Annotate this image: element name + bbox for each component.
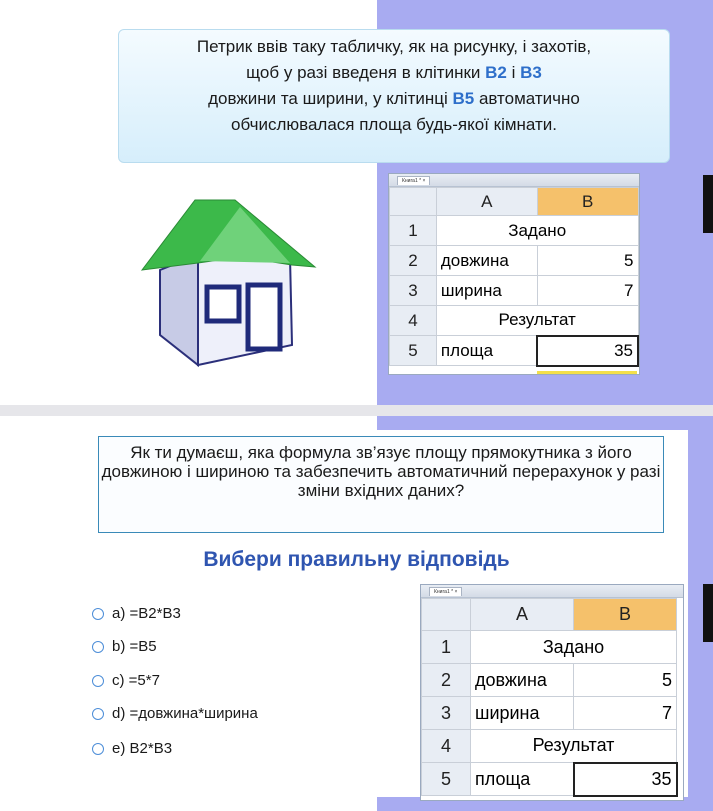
option-label: b) =B5 bbox=[112, 638, 157, 655]
radio-button[interactable] bbox=[92, 675, 104, 687]
cell-a5[interactable]: площа bbox=[436, 336, 537, 366]
radio-button[interactable] bbox=[92, 708, 104, 720]
cell-a4[interactable]: Результат bbox=[436, 306, 638, 336]
cell-b2[interactable]: 5 bbox=[537, 246, 638, 276]
radio-button[interactable] bbox=[92, 608, 104, 620]
option-label: c) =5*7 bbox=[112, 672, 160, 689]
slide-2 bbox=[0, 416, 713, 811]
sheet-grid bbox=[421, 598, 678, 797]
row-number[interactable]: 1 bbox=[422, 631, 471, 664]
sheet-tab-bar bbox=[421, 585, 683, 598]
selection-indicator bbox=[537, 371, 637, 374]
row-number[interactable]: 2 bbox=[390, 246, 437, 276]
option-b[interactable] bbox=[92, 637, 157, 657]
cell-a3[interactable]: ширина bbox=[471, 697, 574, 730]
cell-a1[interactable]: Задано bbox=[471, 631, 677, 664]
cell-a2[interactable]: довжина bbox=[471, 664, 574, 697]
sheet-grid bbox=[389, 187, 639, 367]
slide-2-top-strip bbox=[377, 416, 713, 430]
cell-a5[interactable]: площа bbox=[471, 763, 574, 796]
cell-a3[interactable]: ширина bbox=[436, 276, 537, 306]
option-d[interactable] bbox=[92, 704, 258, 724]
row-number[interactable]: 5 bbox=[422, 763, 471, 796]
prompt-line-1: Петрик ввів таку табличку, як на рисунку, і захотів, bbox=[196, 37, 592, 56]
slide-1-edge-mark bbox=[703, 175, 713, 233]
corner-cell[interactable] bbox=[390, 188, 437, 216]
option-e[interactable] bbox=[92, 739, 172, 759]
column-header-b[interactable]: B bbox=[574, 599, 677, 631]
spreadsheet-1 bbox=[388, 173, 640, 375]
cell-b3[interactable]: 7 bbox=[574, 697, 677, 730]
row-number[interactable]: 3 bbox=[390, 276, 437, 306]
row-number[interactable]: 4 bbox=[390, 306, 437, 336]
workbook-tab[interactable]: Книга1 * × bbox=[429, 587, 462, 596]
cell-a1[interactable]: Задано bbox=[436, 216, 638, 246]
column-header-a[interactable]: A bbox=[471, 599, 574, 631]
row-number[interactable]: 3 bbox=[422, 697, 471, 730]
option-c[interactable] bbox=[92, 671, 160, 691]
option-label: d) =довжина*ширина bbox=[112, 705, 258, 722]
option-label: e) B2*B3 bbox=[112, 740, 173, 757]
cell-b2[interactable]: 5 bbox=[574, 664, 677, 697]
radio-button[interactable] bbox=[92, 743, 104, 755]
house-illustration bbox=[140, 195, 320, 370]
option-a[interactable] bbox=[92, 604, 181, 624]
slide-2-edge-mark bbox=[703, 584, 713, 642]
row-number[interactable]: 1 bbox=[390, 216, 437, 246]
slide-1 bbox=[0, 0, 713, 405]
workbook-tab[interactable]: Книга1 * × bbox=[397, 176, 430, 185]
column-header-b[interactable]: B bbox=[537, 188, 638, 216]
cell-a2[interactable]: довжина bbox=[436, 246, 537, 276]
slide-2-question-box bbox=[98, 436, 664, 533]
row-number[interactable]: 2 bbox=[422, 664, 471, 697]
spreadsheet-2 bbox=[420, 584, 684, 801]
radio-button[interactable] bbox=[92, 641, 104, 653]
cell-b5[interactable]: 35 bbox=[574, 763, 677, 796]
prompt-line-3: довжини та ширини, у клітинці B5 автоматично bbox=[208, 89, 580, 108]
answer-heading: Вибери правильну відповідь bbox=[203, 548, 510, 571]
row-number[interactable]: 4 bbox=[422, 730, 471, 763]
cell-a4[interactable]: Результат bbox=[471, 730, 677, 763]
slide-separator bbox=[0, 405, 713, 416]
sheet-tab-bar bbox=[389, 174, 639, 187]
corner-cell[interactable] bbox=[422, 599, 471, 631]
prompt-line-4: обчислювалася площа будь-якої кімнати. bbox=[230, 115, 558, 134]
slide-1-prompt-box bbox=[118, 29, 670, 163]
option-label: a) =B2*B3 bbox=[112, 605, 181, 622]
question-text: Як ти думаєш, яка формула зв’язує площу прямокутника з його довжиною і шириною та забезпечить автоматичний перерахунок у разі зміни вхідних даних? bbox=[101, 443, 661, 500]
column-header-a[interactable]: A bbox=[436, 188, 537, 216]
cell-b5[interactable]: 35 bbox=[537, 336, 638, 366]
cell-b3[interactable]: 7 bbox=[537, 276, 638, 306]
prompt-line-2: щоб у разі введеня в клітинки B2 і B3 bbox=[246, 63, 542, 82]
row-number[interactable]: 5 bbox=[390, 336, 437, 366]
